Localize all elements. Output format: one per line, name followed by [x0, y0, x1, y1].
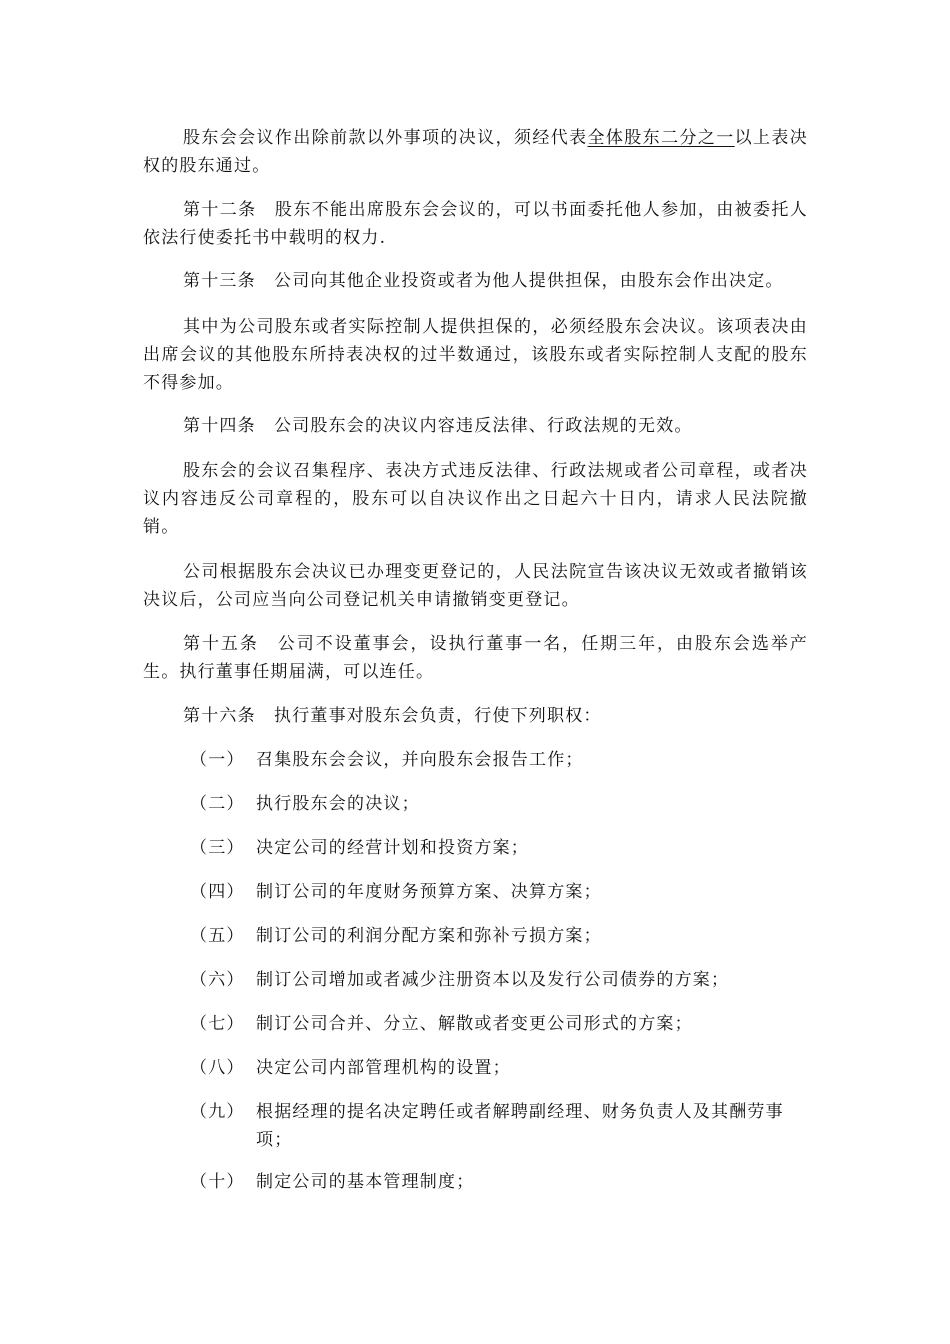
list-item-number: （四） — [190, 882, 245, 902]
list-item — [190, 966, 810, 994]
list-item-number: （三） — [190, 838, 245, 858]
list-item-text: 制定公司的基本管理制度； — [256, 1172, 475, 1192]
underlined-phrase: 全体股东二分之一 — [587, 128, 735, 148]
list-item-number: （五） — [190, 926, 245, 946]
list-item-number: （一） — [190, 750, 245, 770]
article-14: 第十四条 公司股东会的决议内容违反法律、行政法规的无效。 — [183, 416, 693, 436]
paragraph-registration: 公司根据股东会决议已办理变更登记的，人民法院宣告该决议无效或者撤销该决议后，公司应当向公司登记机关申请撤销变更登记。 — [143, 562, 808, 610]
list-item-number: （九） — [190, 1102, 245, 1122]
list-item-number: （二） — [190, 794, 245, 814]
list-item-text: 决定公司的经营计划和投资方案； — [256, 838, 529, 858]
list-item-text: 根据经理的提名决定聘任或者解聘副经理、财务负责人及其酬劳事项； — [256, 1102, 784, 1150]
paragraph-text: 以上表决权的股东通过。 — [143, 128, 808, 176]
paragraph-resolution-majority — [143, 124, 808, 180]
paragraph-guarantee-resolution: 其中为公司股东或者实际控制人提供担保的，必须经股东会决议。该项表决由出席会议的其他股东所持表决权的过半数通过，该股东或者实际控制人支配的股东不得参加。 — [143, 317, 808, 393]
list-item — [190, 878, 810, 906]
list-item — [190, 1054, 810, 1082]
list-item-text: 执行股东会的决议； — [256, 794, 420, 814]
list-item-number: （六） — [190, 970, 245, 990]
list-item-text: 制订公司的年度财务预算方案、决算方案； — [256, 882, 602, 902]
paragraph-text: 股东会会议作出除前款以外事项的决议，须经代表 — [183, 128, 588, 148]
list-item — [190, 1098, 810, 1154]
list-item-text: 制订公司合并、分立、解散或者变更公司形式的方案； — [256, 1014, 693, 1034]
list-item-text: 决定公司内部管理机构的设置； — [256, 1058, 511, 1078]
list-item-number: （十） — [190, 1172, 245, 1192]
article-13: 第十三条 公司向其他企业投资或者为他人提供担保，由股东会作出决定。 — [183, 271, 784, 291]
list-item — [190, 1010, 810, 1038]
list-item — [190, 790, 810, 818]
article-16: 第十六条 执行董事对股东会负责，行使下列职权： — [183, 706, 602, 726]
list-item — [190, 1168, 810, 1196]
list-item-number: （七） — [190, 1014, 245, 1034]
list-item-text: 召集股东会会议，并向股东会报告工作； — [256, 750, 584, 770]
list-item — [190, 746, 810, 774]
list-item — [190, 834, 810, 862]
list-item-text: 制订公司增加或者减少注册资本以及发行公司债券的方案； — [256, 970, 730, 990]
article-12: 第十二条 股东不能出席股东会会议的，可以书面委托他人参加，由被委托人依法行使委托书中载明的权力. — [143, 200, 808, 248]
list-item — [190, 922, 810, 950]
list-item-number: （八） — [190, 1058, 245, 1078]
list-item-text: 制订公司的利润分配方案和弥补亏损方案； — [256, 926, 602, 946]
article-15: 第十五条 公司不设董事会，设执行董事一名，任期三年，由股东会选举产生。执行董事任期届满，可以连任。 — [143, 634, 808, 682]
paragraph-revocation: 股东会的会议召集程序、表决方式违反法律、行政法规或者公司章程，或者决议内容违反公司章程的，股东可以自决议作出之日起六十日内，请求人民法院撤销。 — [143, 461, 808, 537]
